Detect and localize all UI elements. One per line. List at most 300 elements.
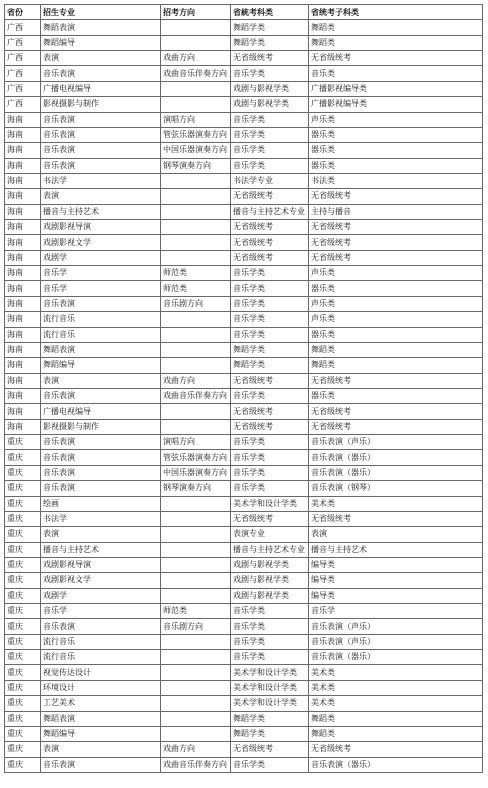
direction-cell <box>161 650 231 665</box>
direction-cell <box>161 419 231 434</box>
exam-category-cell: 戏剧与影视学类 <box>231 97 309 112</box>
province-cell: 海南 <box>5 419 41 434</box>
exam-category-cell: 戏剧与影视学类 <box>231 573 309 588</box>
exam-category-cell: 无省级统考 <box>231 404 309 419</box>
table-row <box>5 557 483 572</box>
exam-category-cell: 美术学和设计学类 <box>231 696 309 711</box>
major-cell: 音乐表演 <box>41 388 161 403</box>
direction-cell <box>161 220 231 235</box>
exam-subcategory-cell: 无省级统考 <box>309 511 483 526</box>
direction-cell <box>161 97 231 112</box>
direction-cell: 戏曲方向 <box>161 51 231 66</box>
direction-cell: 戏曲音乐伴奏方向 <box>161 66 231 81</box>
exam-category-cell: 音乐学类 <box>231 296 309 311</box>
exam-category-cell: 音乐学类 <box>231 481 309 496</box>
direction-cell: 演唱方向 <box>161 435 231 450</box>
exam-subcategory-cell: 编导类 <box>309 557 483 572</box>
table-row <box>5 312 483 327</box>
province-cell: 广西 <box>5 35 41 50</box>
major-cell: 书法学 <box>41 173 161 188</box>
province-cell: 广西 <box>5 51 41 66</box>
major-cell: 播音与主持艺术 <box>41 204 161 219</box>
exam-category-cell: 舞蹈学类 <box>231 35 309 50</box>
table-row <box>5 66 483 81</box>
direction-cell: 戏曲方向 <box>161 373 231 388</box>
major-cell: 流行音乐 <box>41 650 161 665</box>
major-cell: 戏剧影视文学 <box>41 573 161 588</box>
table-row <box>5 542 483 557</box>
exam-subcategory-cell: 无省级统考 <box>309 742 483 757</box>
province-cell: 重庆 <box>5 650 41 665</box>
major-cell: 音乐表演 <box>41 481 161 496</box>
major-cell: 绘画 <box>41 496 161 511</box>
exam-category-cell: 音乐学类 <box>231 327 309 342</box>
major-cell: 广播电视编导 <box>41 404 161 419</box>
major-cell: 音乐表演 <box>41 143 161 158</box>
table-row <box>5 680 483 695</box>
direction-cell: 钢琴演奏方向 <box>161 158 231 173</box>
major-cell: 流行音乐 <box>41 327 161 342</box>
direction-cell <box>161 665 231 680</box>
major-cell: 表演 <box>41 189 161 204</box>
direction-cell <box>161 81 231 96</box>
table-row <box>5 143 483 158</box>
exam-category-cell: 舞蹈学类 <box>231 726 309 741</box>
major-cell: 音乐表演 <box>41 296 161 311</box>
direction-cell <box>161 680 231 695</box>
table-row <box>5 404 483 419</box>
exam-subcategory-cell: 无省级统考 <box>309 189 483 204</box>
exam-category-cell: 音乐学类 <box>231 281 309 296</box>
major-cell: 音乐表演 <box>41 619 161 634</box>
exam-subcategory-cell: 书法类 <box>309 173 483 188</box>
major-cell: 表演 <box>41 742 161 757</box>
exam-category-cell: 舞蹈学类 <box>231 358 309 373</box>
province-cell: 海南 <box>5 296 41 311</box>
direction-cell: 音乐剧方向 <box>161 296 231 311</box>
major-cell: 音乐学 <box>41 266 161 281</box>
exam-subcategory-cell: 美术类 <box>309 680 483 695</box>
direction-cell: 戏曲音乐伴奏方向 <box>161 388 231 403</box>
direction-cell <box>161 557 231 572</box>
major-cell: 音乐表演 <box>41 127 161 142</box>
exam-category-cell: 音乐学类 <box>231 127 309 142</box>
exam-subcategory-cell: 音乐类 <box>309 66 483 81</box>
province-cell: 海南 <box>5 220 41 235</box>
major-cell: 书法学 <box>41 511 161 526</box>
major-cell: 戏剧影视导演 <box>41 220 161 235</box>
province-cell: 重庆 <box>5 450 41 465</box>
exam-subcategory-cell: 舞蹈类 <box>309 726 483 741</box>
table-row <box>5 604 483 619</box>
direction-cell <box>161 250 231 265</box>
major-cell: 表演 <box>41 527 161 542</box>
header-exam-category: 省統考科类 <box>231 5 309 20</box>
exam-subcategory-cell: 美术类 <box>309 496 483 511</box>
province-cell: 重庆 <box>5 435 41 450</box>
direction-cell <box>161 189 231 204</box>
direction-cell <box>161 588 231 603</box>
major-cell: 舞蹈编导 <box>41 358 161 373</box>
exam-category-cell: 无省级统考 <box>231 742 309 757</box>
direction-cell <box>161 235 231 250</box>
province-cell: 重庆 <box>5 680 41 695</box>
table-row <box>5 97 483 112</box>
province-cell: 重庆 <box>5 742 41 757</box>
province-cell: 海南 <box>5 404 41 419</box>
header-row <box>5 5 483 20</box>
province-cell: 海南 <box>5 388 41 403</box>
exam-category-cell: 音乐学类 <box>231 266 309 281</box>
major-cell: 广播电视编导 <box>41 81 161 96</box>
direction-cell <box>161 542 231 557</box>
direction-cell: 演唱方向 <box>161 112 231 127</box>
major-cell: 戏剧影视文学 <box>41 235 161 250</box>
direction-cell: 管弦乐器演奏方向 <box>161 127 231 142</box>
exam-subcategory-cell: 舞蹈类 <box>309 358 483 373</box>
table-row <box>5 511 483 526</box>
exam-category-cell: 音乐学类 <box>231 619 309 634</box>
table-row <box>5 650 483 665</box>
exam-subcategory-cell: 美术类 <box>309 665 483 680</box>
direction-cell: 师范类 <box>161 604 231 619</box>
exam-subcategory-cell: 音乐表演（钢琴） <box>309 481 483 496</box>
province-cell: 重庆 <box>5 665 41 680</box>
table-row <box>5 419 483 434</box>
exam-category-cell: 舞蹈学类 <box>231 20 309 35</box>
table-row <box>5 127 483 142</box>
table-row <box>5 711 483 726</box>
exam-category-cell: 音乐学类 <box>231 604 309 619</box>
exam-category-cell: 音乐学类 <box>231 312 309 327</box>
exam-subcategory-cell: 舞蹈类 <box>309 35 483 50</box>
direction-cell <box>161 20 231 35</box>
exam-subcategory-cell: 器乐类 <box>309 127 483 142</box>
direction-cell <box>161 327 231 342</box>
province-cell: 海南 <box>5 158 41 173</box>
major-cell: 影视摄影与制作 <box>41 97 161 112</box>
table-row <box>5 757 483 772</box>
major-cell: 舞蹈编导 <box>41 35 161 50</box>
exam-subcategory-cell: 广播影视编导类 <box>309 97 483 112</box>
exam-subcategory-cell: 舞蹈类 <box>309 20 483 35</box>
header-exam-subcategory: 省统考子科类 <box>309 5 483 20</box>
exam-subcategory-cell: 美术类 <box>309 696 483 711</box>
exam-subcategory-cell: 音乐表演（器乐） <box>309 465 483 480</box>
direction-cell: 师范类 <box>161 281 231 296</box>
province-cell: 海南 <box>5 327 41 342</box>
province-cell: 重庆 <box>5 465 41 480</box>
exam-category-cell: 播音与主持艺术专业 <box>231 204 309 219</box>
major-cell: 影视摄影与制作 <box>41 419 161 434</box>
major-cell: 表演 <box>41 373 161 388</box>
exam-subcategory-cell: 播音与主持艺术 <box>309 542 483 557</box>
exam-category-cell: 舞蹈学类 <box>231 711 309 726</box>
exam-category-cell: 戏剧与影视学类 <box>231 81 309 96</box>
table-row <box>5 189 483 204</box>
major-cell: 环境设计 <box>41 680 161 695</box>
exam-subcategory-cell: 音乐表演（器乐） <box>309 757 483 772</box>
direction-cell <box>161 342 231 357</box>
direction-cell <box>161 404 231 419</box>
direction-cell <box>161 527 231 542</box>
table-row <box>5 358 483 373</box>
direction-cell <box>161 711 231 726</box>
exam-subcategory-cell: 表演 <box>309 527 483 542</box>
exam-category-cell: 书法学专业 <box>231 173 309 188</box>
major-cell: 流行音乐 <box>41 634 161 649</box>
province-cell: 海南 <box>5 189 41 204</box>
exam-subcategory-cell: 音乐学 <box>309 604 483 619</box>
province-cell: 重庆 <box>5 573 41 588</box>
direction-cell <box>161 511 231 526</box>
province-cell: 广西 <box>5 81 41 96</box>
province-cell: 重庆 <box>5 634 41 649</box>
exam-category-cell: 无省级统考 <box>231 250 309 265</box>
province-cell: 重庆 <box>5 726 41 741</box>
province-cell: 海南 <box>5 173 41 188</box>
exam-category-cell: 美术学和设计学类 <box>231 496 309 511</box>
exam-subcategory-cell: 无省级统考 <box>309 220 483 235</box>
province-cell: 重庆 <box>5 557 41 572</box>
table-row <box>5 665 483 680</box>
exam-category-cell: 美术学和设计学类 <box>231 665 309 680</box>
exam-category-cell: 美术学和设计学类 <box>231 680 309 695</box>
exam-subcategory-cell: 无省级统考 <box>309 419 483 434</box>
direction-cell: 戏曲音乐伴奏方向 <box>161 757 231 772</box>
table-row <box>5 588 483 603</box>
table-row <box>5 296 483 311</box>
direction-cell: 音乐剧方向 <box>161 619 231 634</box>
major-cell: 舞蹈编导 <box>41 726 161 741</box>
direction-cell <box>161 358 231 373</box>
province-cell: 重庆 <box>5 481 41 496</box>
exam-subcategory-cell: 编导类 <box>309 573 483 588</box>
province-cell: 重庆 <box>5 588 41 603</box>
exam-subcategory-cell: 音乐表演（器乐） <box>309 650 483 665</box>
major-cell: 视觉传达设计 <box>41 665 161 680</box>
table-row <box>5 726 483 741</box>
table-row <box>5 634 483 649</box>
province-cell: 重庆 <box>5 511 41 526</box>
exam-category-cell: 音乐学类 <box>231 435 309 450</box>
exam-subcategory-cell: 音乐表演（声乐） <box>309 435 483 450</box>
table-body <box>5 20 483 773</box>
major-cell: 音乐表演 <box>41 450 161 465</box>
table-row <box>5 20 483 35</box>
province-cell: 海南 <box>5 127 41 142</box>
province-cell: 海南 <box>5 204 41 219</box>
table-row <box>5 112 483 127</box>
major-cell: 戏剧影视导演 <box>41 557 161 572</box>
direction-cell <box>161 35 231 50</box>
direction-cell: 师范类 <box>161 266 231 281</box>
province-cell: 重庆 <box>5 619 41 634</box>
exam-category-cell: 音乐学类 <box>231 66 309 81</box>
major-cell: 工艺美术 <box>41 696 161 711</box>
table-row <box>5 619 483 634</box>
exam-subcategory-cell: 器乐类 <box>309 388 483 403</box>
exam-subcategory-cell: 声乐类 <box>309 266 483 281</box>
exam-category-cell: 音乐学类 <box>231 158 309 173</box>
major-cell: 播音与主持艺术 <box>41 542 161 557</box>
table-row <box>5 204 483 219</box>
table-row <box>5 465 483 480</box>
table-row <box>5 742 483 757</box>
exam-category-cell: 音乐学类 <box>231 465 309 480</box>
province-cell: 重庆 <box>5 604 41 619</box>
exam-subcategory-cell: 舞蹈类 <box>309 342 483 357</box>
exam-category-cell: 戏剧与影视学类 <box>231 588 309 603</box>
exam-subcategory-cell: 声乐类 <box>309 112 483 127</box>
direction-cell <box>161 496 231 511</box>
major-cell: 戏剧学 <box>41 250 161 265</box>
province-cell: 海南 <box>5 143 41 158</box>
province-cell: 重庆 <box>5 696 41 711</box>
exam-category-cell: 表演专业 <box>231 527 309 542</box>
table-row <box>5 220 483 235</box>
exam-category-cell: 无省级统考 <box>231 235 309 250</box>
table-row <box>5 435 483 450</box>
major-cell: 舞蹈表演 <box>41 711 161 726</box>
major-cell: 音乐表演 <box>41 465 161 480</box>
exam-subcategory-cell: 音乐表演（声乐） <box>309 619 483 634</box>
exam-category-cell: 音乐学类 <box>231 757 309 772</box>
direction-cell <box>161 696 231 711</box>
table-row <box>5 496 483 511</box>
exam-subcategory-cell: 编导类 <box>309 588 483 603</box>
table-row <box>5 527 483 542</box>
exam-category-cell: 无省级统考 <box>231 419 309 434</box>
table-row <box>5 266 483 281</box>
province-cell: 海南 <box>5 281 41 296</box>
major-cell: 音乐表演 <box>41 66 161 81</box>
major-cell: 舞蹈表演 <box>41 20 161 35</box>
exam-subcategory-cell: 音乐表演（器乐） <box>309 450 483 465</box>
province-cell: 海南 <box>5 312 41 327</box>
table-row <box>5 250 483 265</box>
exam-subcategory-cell: 器乐类 <box>309 281 483 296</box>
exam-category-cell: 音乐学类 <box>231 388 309 403</box>
exam-subcategory-cell: 无省级统考 <box>309 250 483 265</box>
province-cell: 重庆 <box>5 711 41 726</box>
major-cell: 表演 <box>41 51 161 66</box>
exam-subcategory-cell: 器乐类 <box>309 143 483 158</box>
province-cell: 海南 <box>5 112 41 127</box>
exam-subcategory-cell: 器乐类 <box>309 158 483 173</box>
exam-category-cell: 舞蹈学类 <box>231 342 309 357</box>
exam-category-cell: 音乐学类 <box>231 650 309 665</box>
header-major: 招生专业 <box>41 5 161 20</box>
exam-category-cell: 无省级统考 <box>231 373 309 388</box>
exam-category-cell: 音乐学类 <box>231 634 309 649</box>
exam-category-cell: 无省级统考 <box>231 189 309 204</box>
exam-subcategory-cell: 无省级统考 <box>309 404 483 419</box>
direction-cell: 中国乐器演奏方向 <box>161 465 231 480</box>
exam-subcategory-cell: 音乐表演（声乐） <box>309 634 483 649</box>
table-row <box>5 327 483 342</box>
major-cell: 舞蹈表演 <box>41 342 161 357</box>
province-cell: 广西 <box>5 66 41 81</box>
province-cell: 重庆 <box>5 757 41 772</box>
exam-subcategory-cell: 广播影视编导类 <box>309 81 483 96</box>
direction-cell: 中国乐器演奏方向 <box>161 143 231 158</box>
direction-cell <box>161 634 231 649</box>
exam-category-cell: 音乐学类 <box>231 143 309 158</box>
exam-subcategory-cell: 器乐类 <box>309 327 483 342</box>
direction-cell <box>161 312 231 327</box>
province-cell: 重庆 <box>5 542 41 557</box>
exam-subcategory-cell: 声乐类 <box>309 296 483 311</box>
table-row <box>5 158 483 173</box>
direction-cell: 钢琴演奏方向 <box>161 481 231 496</box>
exam-category-cell: 戏剧与影视学类 <box>231 557 309 572</box>
province-cell: 重庆 <box>5 496 41 511</box>
table-row <box>5 573 483 588</box>
table-row <box>5 696 483 711</box>
table-row <box>5 481 483 496</box>
direction-cell <box>161 173 231 188</box>
province-cell: 重庆 <box>5 527 41 542</box>
province-cell: 海南 <box>5 358 41 373</box>
table-row <box>5 373 483 388</box>
exam-subcategory-cell: 无省级统考 <box>309 51 483 66</box>
header-province: 省份 <box>5 5 41 20</box>
major-cell: 音乐学 <box>41 281 161 296</box>
exam-subcategory-cell: 无省级统考 <box>309 235 483 250</box>
table-row <box>5 235 483 250</box>
province-cell: 海南 <box>5 266 41 281</box>
major-cell: 音乐表演 <box>41 158 161 173</box>
direction-cell: 管弦乐器演奏方向 <box>161 450 231 465</box>
major-cell: 音乐表演 <box>41 112 161 127</box>
major-cell: 音乐学 <box>41 604 161 619</box>
province-cell: 海南 <box>5 373 41 388</box>
exam-subcategory-cell: 无省级统考 <box>309 373 483 388</box>
header-direction: 招考方向 <box>161 5 231 20</box>
admissions-table <box>4 4 483 773</box>
direction-cell <box>161 573 231 588</box>
major-cell: 流行音乐 <box>41 312 161 327</box>
direction-cell <box>161 204 231 219</box>
province-cell: 海南 <box>5 250 41 265</box>
exam-category-cell: 播音与主持艺术专业 <box>231 542 309 557</box>
direction-cell: 戏曲方向 <box>161 742 231 757</box>
province-cell: 海南 <box>5 235 41 250</box>
table-row <box>5 81 483 96</box>
table-row <box>5 173 483 188</box>
table-row <box>5 281 483 296</box>
major-cell: 戏剧学 <box>41 588 161 603</box>
exam-subcategory-cell: 主持与播音 <box>309 204 483 219</box>
major-cell: 音乐表演 <box>41 757 161 772</box>
exam-subcategory-cell: 声乐类 <box>309 312 483 327</box>
province-cell: 海南 <box>5 342 41 357</box>
province-cell: 广西 <box>5 97 41 112</box>
exam-category-cell: 无省级统考 <box>231 51 309 66</box>
exam-category-cell: 音乐学类 <box>231 112 309 127</box>
exam-category-cell: 音乐学类 <box>231 450 309 465</box>
exam-category-cell: 无省级统考 <box>231 220 309 235</box>
table-row <box>5 51 483 66</box>
major-cell: 音乐表演 <box>41 435 161 450</box>
table-row <box>5 35 483 50</box>
exam-category-cell: 无省级统考 <box>231 511 309 526</box>
exam-subcategory-cell: 舞蹈类 <box>309 711 483 726</box>
table-row <box>5 450 483 465</box>
table-row <box>5 342 483 357</box>
direction-cell <box>161 726 231 741</box>
